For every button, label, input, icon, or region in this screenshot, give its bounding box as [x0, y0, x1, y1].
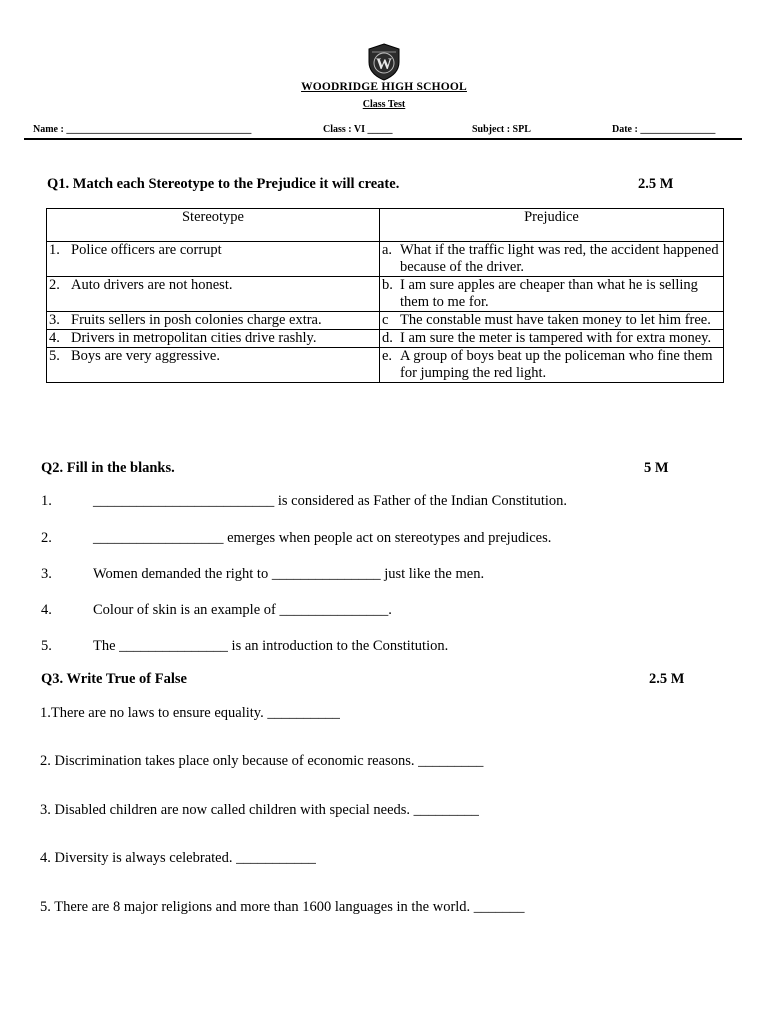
true-false-item: 3. Disabled children are now called children with special needs. _________	[40, 802, 479, 818]
prejudice-cell	[380, 277, 724, 312]
prejudice-cell	[380, 312, 724, 330]
prejudice-cell	[380, 348, 724, 383]
item-text: Women demanded the right to _______________ just like the men.	[93, 566, 485, 582]
school-name: WOODRIDGE HIGH SCHOOL	[301, 81, 467, 93]
stereotype-cell	[47, 330, 380, 348]
row-number: 4.	[49, 330, 60, 346]
class-blank: _____	[367, 124, 393, 135]
row-letter: b.	[382, 277, 393, 293]
row-number: 5.	[49, 348, 60, 364]
class-field	[323, 124, 393, 135]
stereotype-cell	[47, 348, 380, 383]
item-number: 4.	[41, 602, 52, 618]
true-false-item: 2. Discrimination takes place only because of economic reasons. _________	[40, 753, 484, 769]
item-text: The _______________ is an introduction to the Constitution.	[93, 638, 449, 654]
q3-title: Q3. Write True of False	[41, 671, 187, 687]
date-field	[612, 124, 715, 135]
table-row	[47, 242, 724, 277]
prejudice-text: I am sure the meter is tampered with for extra money.	[400, 330, 712, 346]
q1-title: Q1. Match each Stereotype to the Prejudice it will create.	[47, 176, 400, 192]
stereotype-cell	[47, 312, 380, 330]
prejudice-text: A group of boys beat up the policeman who fine them for jumping the red light.	[400, 348, 713, 381]
stereotype-cell	[47, 242, 380, 277]
item-number: 5.	[41, 638, 52, 654]
item-number: 2.	[41, 530, 52, 546]
table-row	[47, 348, 724, 383]
column-header-prejudice: Prejudice	[380, 209, 724, 242]
test-name: Class Test	[362, 99, 406, 110]
q3-marks: 2.5 M	[649, 671, 685, 687]
stereotype-text: Drivers in metropolitan cities drive rashly.	[71, 330, 317, 346]
row-number: 3.	[49, 312, 60, 328]
q1-marks: 2.5 M	[638, 176, 674, 192]
prejudice-cell	[380, 242, 724, 277]
prejudice-text: The constable must have taken money to let him free.	[400, 312, 711, 328]
date-blank: _______________	[640, 124, 716, 135]
stereotype-text: Boys are very aggressive.	[71, 348, 220, 364]
svg-text:W: W	[376, 56, 392, 73]
q2-marks: 5 M	[644, 460, 669, 476]
school-crest-icon	[364, 42, 404, 82]
match-table	[46, 208, 724, 383]
table-row	[47, 312, 724, 330]
item-text: Colour of skin is an example of _______________.	[93, 602, 392, 618]
item-text: __________________ emerges when people act on stereotypes and prejudices.	[93, 530, 552, 546]
table-row	[47, 330, 724, 348]
name-label: Name :	[33, 124, 67, 135]
name-blank: _____________________________________	[66, 124, 252, 135]
prejudice-cell	[380, 330, 724, 348]
row-letter: e.	[382, 348, 393, 364]
table-row	[47, 277, 724, 312]
row-letter: d.	[382, 330, 393, 346]
true-false-item: 5. There are 8 major religions and more than 1600 languages in the world. _______	[40, 899, 525, 915]
q2-title: Q2. Fill in the blanks.	[41, 460, 175, 476]
item-number: 3.	[41, 566, 52, 582]
header-divider	[24, 138, 742, 140]
class-label: Class : VI	[323, 124, 368, 135]
name-field	[33, 124, 251, 135]
date-label: Date :	[612, 124, 641, 135]
row-letter: c	[382, 312, 389, 328]
true-false-item: 4. Diversity is always celebrated. ___________	[40, 850, 316, 866]
stereotype-text: Auto drivers are not honest.	[71, 277, 233, 293]
stereotype-text: Fruits sellers in posh colonies charge extra.	[71, 312, 322, 328]
item-number: 1.	[41, 493, 52, 509]
column-header-stereotype: Stereotype	[47, 209, 380, 242]
true-false-item: 1.There are no laws to ensure equality. __________	[40, 705, 340, 721]
item-text: _________________________ is considered as Father of the Indian Constitution.	[93, 493, 568, 509]
subject-label: Subject : SPL	[472, 124, 531, 135]
table-header-row	[47, 209, 724, 242]
prejudice-text: I am sure apples are cheaper than what he is selling them to me for.	[400, 277, 698, 310]
stereotype-cell	[47, 277, 380, 312]
stereotype-text: Police officers are corrupt	[71, 242, 222, 258]
row-number: 2.	[49, 277, 60, 293]
prejudice-text: What if the traffic light was red, the accident happened because of the driver.	[400, 242, 719, 275]
row-number: 1.	[49, 242, 60, 258]
row-letter: a.	[382, 242, 393, 258]
